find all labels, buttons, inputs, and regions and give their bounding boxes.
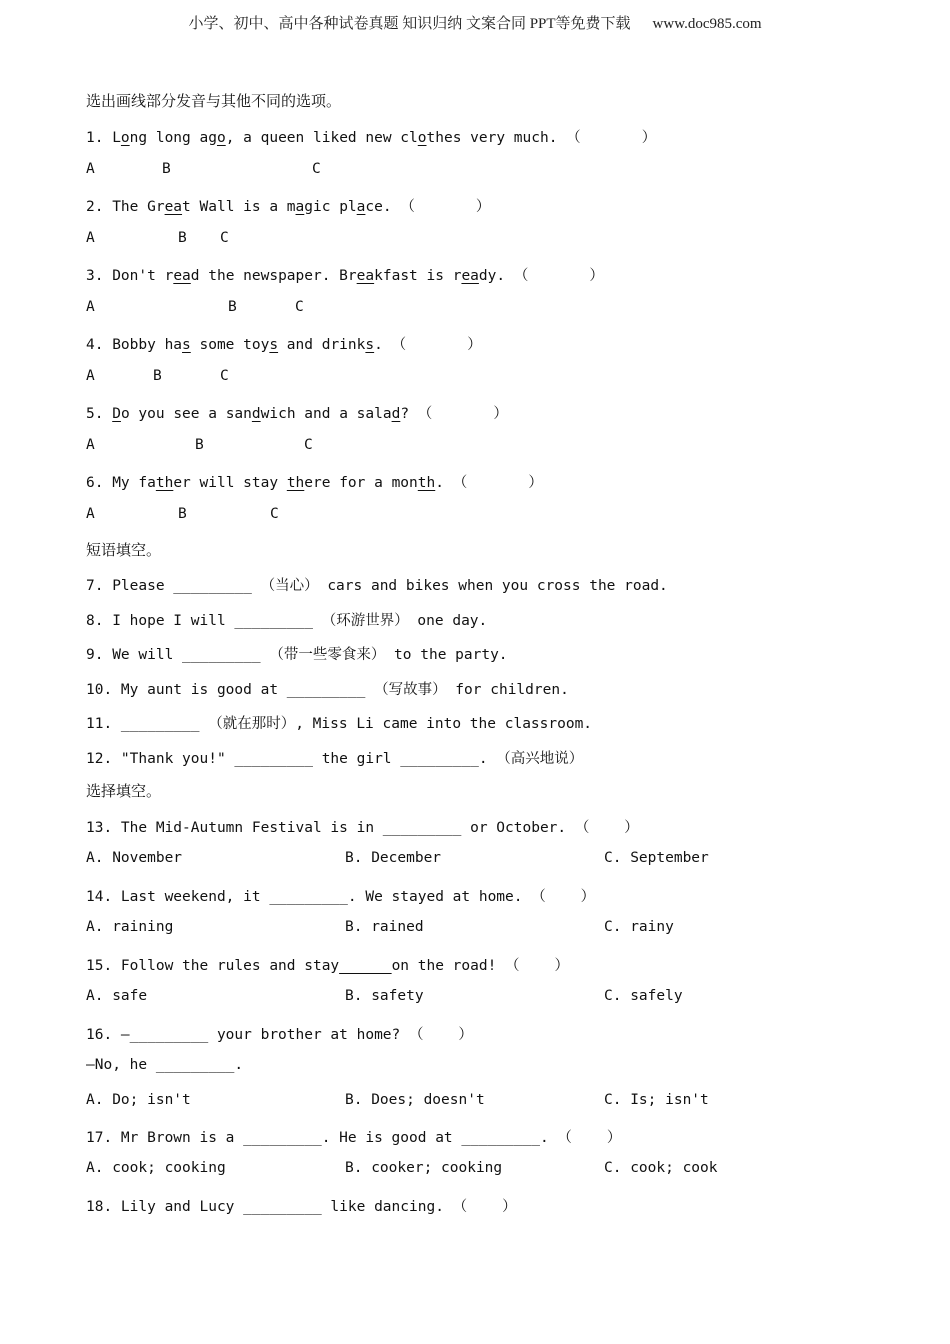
question-11: 11. _________ （就在那时）, Miss Li came into the classroom.: [86, 716, 593, 732]
q17-option-b: B. cooker; cooking: [345, 1160, 503, 1176]
q5-option-c: C: [304, 437, 313, 453]
q5-option-b: B: [195, 437, 204, 453]
q6-option-b: B: [178, 506, 187, 522]
q1-option-b: B: [162, 161, 171, 177]
q17-option-c: C. cook; cook: [604, 1160, 718, 1176]
question-15: 15. Follow the rules and stay______on the road! （ ）: [86, 958, 569, 974]
question-4: 4. Bobby has some toys and drinks. （ ）: [86, 337, 482, 353]
q6-option-a: A: [86, 506, 95, 522]
q5-option-a: A: [86, 437, 95, 453]
q3-option-c: C: [295, 299, 304, 315]
q16-option-a: A. Do; isn't: [86, 1092, 191, 1108]
question-1: 1. Long long ago, a queen liked new clothes very much. （ ）: [86, 130, 657, 146]
q16-option-c: C. Is; isn't: [604, 1092, 709, 1108]
q3-option-a: A: [86, 299, 95, 315]
question-5: 5. Do you see a sandwich and a salad? （ ）: [86, 406, 508, 422]
question-13: 13. The Mid-Autumn Festival is in _________ or October. （ ）: [86, 820, 639, 836]
q15-option-c: C. safely: [604, 988, 683, 1004]
question-16-reply: —No, he _________.: [86, 1057, 244, 1073]
question-2: 2. The Great Wall is a magic place. （ ）: [86, 199, 491, 215]
question-6: 6. My father will stay there for a month. （ ）: [86, 475, 543, 491]
question-8: 8. I hope I will _________ （环游世界） one day.: [86, 613, 488, 629]
section-title-choice: 选择填空。: [86, 782, 162, 800]
q2-option-a: A: [86, 230, 95, 246]
q13-option-a: A. November: [86, 850, 183, 866]
q4-option-b: B: [153, 368, 162, 384]
question-10: 10. My aunt is good at _________ （写故事） for children.: [86, 682, 569, 698]
q4-option-c: C: [220, 368, 229, 384]
header-text: 小学、初中、高中各种试卷真题 知识归纳 文案合同 PPT等免费下载: [188, 16, 631, 32]
q3-option-b: B: [228, 299, 237, 315]
q14-option-c: C. rainy: [604, 919, 674, 935]
question-18: 18. Lily and Lucy _________ like dancing. （ ）: [86, 1199, 517, 1215]
question-9: 9. We will _________ （带一些零食来） to the party.: [86, 647, 508, 663]
q14-option-a: A. raining: [86, 919, 174, 935]
question-7: 7. Please _________ （当心） cars and bikes when you cross the road.: [86, 578, 668, 594]
q15-option-a: A. safe: [86, 988, 148, 1004]
q13-option-b: B. December: [345, 850, 442, 866]
section-title-pronunciation: 选出画线部分发音与其他不同的选项。: [86, 92, 342, 110]
q17-option-a: A. cook; cooking: [86, 1160, 226, 1176]
q1-option-c: C: [312, 161, 321, 177]
section-title-phrases: 短语填空。: [86, 541, 162, 559]
question-16: 16. —_________ your brother at home? （ ）: [86, 1027, 473, 1043]
q2-option-c: C: [220, 230, 229, 246]
question-12: 12. "Thank you!" _________ the girl _________. （高兴地说）: [86, 751, 584, 767]
header-site-link[interactable]: www.doc985.com: [652, 16, 762, 32]
q14-option-b: B. rained: [345, 919, 424, 935]
q16-option-b: B. Does; doesn't: [345, 1092, 485, 1108]
q4-option-a: A: [86, 368, 95, 384]
q13-option-c: C. September: [604, 850, 709, 866]
q15-option-b: B. safety: [345, 988, 424, 1004]
page-header: [0, 12, 950, 33]
q1-option-a: A: [86, 161, 95, 177]
q6-option-c: C: [270, 506, 279, 522]
question-3: 3. Don't read the newspaper. Breakfast is ready. （ ）: [86, 268, 604, 284]
question-14: 14. Last weekend, it _________. We stayed at home. （ ）: [86, 889, 596, 905]
q2-option-b: B: [178, 230, 187, 246]
question-17: 17. Mr Brown is a _________. He is good at _________. （ ）: [86, 1130, 622, 1146]
